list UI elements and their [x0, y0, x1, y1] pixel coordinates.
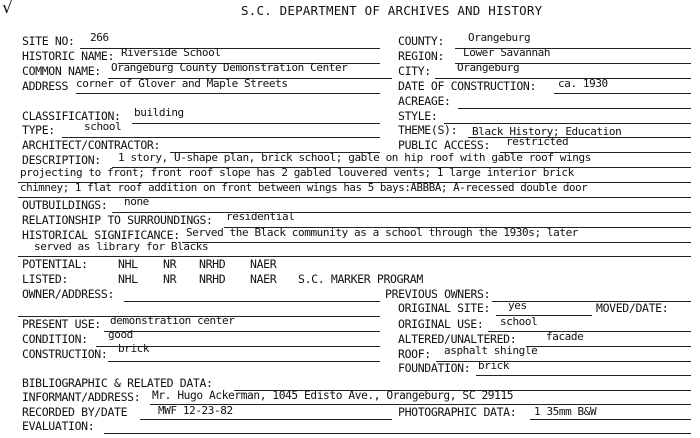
moved-date-label: MOVED/DATE: — [596, 301, 669, 315]
photographic-data-value: 1 35mm B&W — [534, 405, 597, 418]
city-label: CITY: — [398, 64, 431, 78]
listed-naer[interactable]: NAER — [250, 272, 277, 286]
original-use-line — [488, 331, 691, 332]
bibliographic-label: BIBLIOGRAPHIC & RELATED DATA: — [22, 376, 213, 390]
construction-line — [108, 361, 380, 362]
informant-label: INFORMANT/ADDRESS: — [22, 390, 141, 404]
owner-address-line — [124, 301, 380, 302]
description-text-1: 1 story, U-shape plan, brick school; gable on hip roof with gable roof wings — [118, 151, 591, 164]
original-site-value: yes — [508, 299, 527, 312]
address-value: corner of Glover and Maple Streets — [76, 77, 288, 90]
acreage-line — [458, 108, 691, 109]
roof-line — [436, 361, 691, 362]
description-text-3: chimney; 1 flat roof addition on front between wings has 5 bays:ABBBA; A-recessed double door — [20, 181, 588, 194]
recorded-by-line — [140, 419, 392, 420]
foundation-line — [476, 375, 691, 376]
listed-nrhd[interactable]: NRHD — [199, 272, 226, 286]
roof-value: asphalt shingle — [444, 344, 538, 357]
original-site-label: ORIGINAL SITE: — [398, 301, 491, 315]
region-label: REGION: — [398, 49, 445, 63]
listed-marker-program[interactable]: S.C. MARKER PROGRAM — [298, 272, 423, 286]
classification-label: CLASSIFICATION: — [22, 109, 121, 123]
architect-label: ARCHITECT/CONTRACTOR: — [22, 138, 161, 152]
altered-line — [527, 346, 691, 347]
county-value: Orangeburg — [468, 31, 531, 44]
address-line — [76, 93, 380, 94]
present-use-line — [104, 331, 380, 332]
style-label: STYLE: — [398, 109, 438, 123]
altered-value: facade — [546, 330, 584, 343]
outbuildings-value: none — [124, 195, 149, 208]
check-mark: √ — [2, 0, 13, 18]
listed-nhl[interactable]: NHL — [118, 272, 138, 286]
altered-label: ALTERED/UNALTERED: — [398, 332, 517, 346]
foundation-value: brick — [478, 359, 510, 372]
date-of-construction-value: ca. 1930 — [558, 77, 608, 90]
site-no-label: SITE NO: — [22, 34, 75, 48]
recorded-by-label: RECORDED BY/DATE — [22, 405, 128, 419]
themes-value: Black History; Education — [472, 125, 622, 138]
construction-label: CONSTRUCTION: — [22, 347, 108, 361]
historic-name-value: Riverside School — [121, 46, 221, 59]
original-use-label: ORIGINAL USE: — [398, 317, 484, 331]
present-use-value: demonstration center — [110, 314, 235, 327]
potential-nr[interactable]: NR — [163, 257, 177, 271]
acreage-label: ACREAGE: — [398, 94, 451, 108]
potential-nrhd[interactable]: NRHD — [199, 257, 226, 271]
date-of-construction-label: DATE OF CONSTRUCTION: — [398, 79, 537, 93]
historic-name-label: HISTORIC NAME: — [22, 49, 115, 63]
evaluation-line — [104, 433, 691, 434]
construction-value: brick — [118, 342, 150, 355]
themes-label: THEME(S): — [398, 123, 458, 137]
recorded-by-value: MWF 12-23-82 — [158, 404, 233, 417]
historical-significance-text-2: served as library for Blacks — [34, 240, 209, 253]
potential-naer[interactable]: NAER — [250, 257, 277, 271]
classification-line — [132, 123, 380, 124]
condition-label: CONDITION: — [22, 332, 88, 346]
description-label: DESCRIPTION: — [22, 153, 101, 167]
relationship-label: RELATIONSHIP TO SURROUNDINGS: — [22, 213, 213, 227]
owner-address-label: OWNER/ADDRESS: — [22, 287, 115, 301]
public-access-label: PUBLIC ACCESS: — [398, 138, 491, 152]
county-label: COUNTY: — [398, 34, 445, 48]
listed-label: LISTED: — [22, 272, 69, 286]
description-text-2: projecting to front; front roof slope has 2 gabled louvered vents; 1 large interior brick — [20, 166, 574, 179]
previous-owners-label: PREVIOUS OWNERS: — [385, 287, 491, 301]
type-label: TYPE: — [22, 123, 55, 137]
potential-label: POTENTIAL: — [22, 257, 88, 271]
historical-significance-line-1 — [182, 242, 691, 243]
date-of-construction-line — [554, 93, 691, 94]
address-label: ADDRESS — [22, 79, 69, 93]
city-value: Orangeburg — [457, 61, 520, 74]
style-line — [444, 123, 691, 124]
public-access-value: restricted — [506, 135, 569, 148]
original-use-value: school — [500, 315, 538, 328]
site-no-value: 266 — [90, 31, 109, 44]
informant-value: Mr. Hugo Ackerman, 1045 Edisto Ave., Orangeburg, SC 29115 — [152, 389, 514, 402]
classification-value: building — [134, 106, 184, 119]
common-name-value: Orangeburg County Demonstration Center — [111, 61, 348, 74]
form-header: S.C. DEPARTMENT OF ARCHIVES AND HISTORY — [241, 3, 543, 18]
roof-label: ROOF: — [398, 347, 431, 361]
description-line-3 — [18, 197, 691, 198]
foundation-label: FOUNDATION: — [398, 361, 471, 375]
historical-significance-label: HISTORICAL SIGNIFICANCE: — [22, 228, 180, 242]
photographic-data-label: PHOTOGRAPHIC DATA: — [398, 405, 517, 419]
condition-value: good — [108, 328, 133, 341]
evaluation-label: EVALUATION: — [22, 419, 95, 433]
historical-significance-text-1: Served the Black community as a school through the 1930s; later — [186, 226, 579, 239]
region-value: Lower Savannah — [463, 46, 551, 59]
common-name-label: COMMON NAME: — [22, 64, 101, 78]
present-use-label: PRESENT USE: — [22, 317, 101, 331]
relationship-value: residential — [226, 210, 295, 223]
potential-nhl[interactable]: NHL — [118, 257, 138, 271]
type-value: school — [84, 120, 122, 133]
listed-nr[interactable]: NR — [163, 272, 177, 286]
photographic-data-line — [530, 419, 691, 420]
outbuildings-label: OUTBUILDINGS: — [22, 198, 108, 212]
